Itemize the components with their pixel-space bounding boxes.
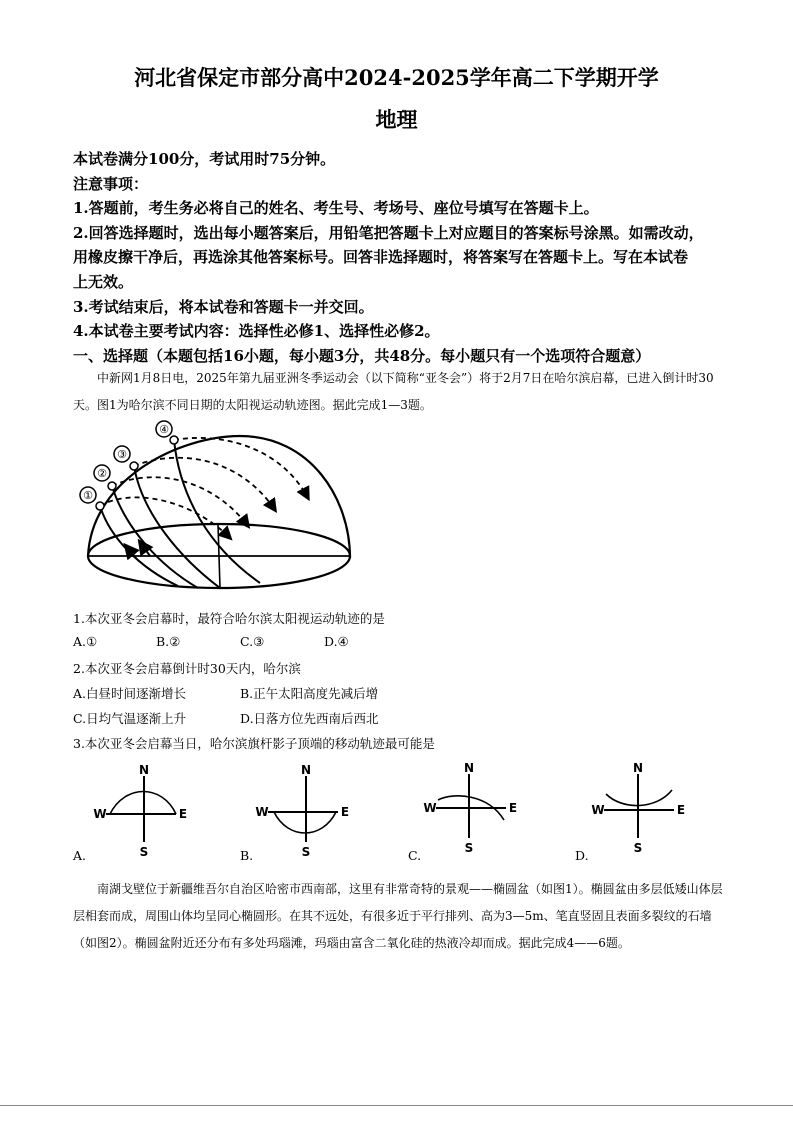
svg-text:S: S (139, 845, 149, 859)
q1-option-c[interactable]: C.③ (240, 634, 265, 649)
svg-text:S: S (301, 845, 311, 859)
svg-text:E: E (340, 805, 350, 819)
label-4: ④ (159, 423, 169, 436)
label-3: ③ (117, 448, 127, 461)
sun-path-3 (134, 466, 220, 588)
note-4: 4.本试卷主要考试内容：选择性必修1、选择性必修2。 (73, 322, 440, 340)
passage-2: 南湖戈壁位于新疆维吾尔自治区哈密市西南部，这里有非常奇特的景观——椭圆盆（如图1）。椭圆盆由多层低矮山体层层相套而成，周围山体均呈同心椭圆形。在其不远处，有很多近于平行排列、高为3—5m、笔直竖固且表面多裂纹的石墙（如图2）。椭圆盆附近还分布有多处玛瑙滩，玛瑙由富含二氧化硅的热液冷却而成。据此完成4——6题。 (73, 882, 723, 950)
svg-text:E: E (508, 801, 518, 815)
svg-text:N: N (138, 763, 150, 777)
svg-text:E: E (676, 803, 686, 817)
q3-figure-c (420, 758, 530, 858)
svg-text:N: N (632, 761, 644, 775)
svg-text:W: W (423, 801, 437, 815)
q3-figure-b (252, 762, 362, 862)
q3-figure-a (90, 762, 200, 862)
svg-text:W: W (93, 807, 107, 821)
q2-option-d[interactable]: D.日落方位先西南后西北 (240, 711, 379, 726)
q2-option-b[interactable]: B.正午太阳高度先减后增 (240, 686, 379, 701)
q2-option-c[interactable]: C.日均气温逐渐上升 (73, 711, 187, 726)
q3-figure-d (588, 758, 698, 858)
section-heading: 一、选择题（本题包括16小题，每小题3分，共48分。每小题只有一个选项符合题意） (73, 347, 651, 365)
notes-title: 注意事项： (73, 175, 149, 193)
note-2-line-2: 用橡皮擦干净后，再选涂其他答案标号。回答非选择题时，将答案写在答题卡上。写在本试卷 (73, 248, 689, 266)
passage-1: 中新网1月8日电，2025年第九届亚洲冬季运动会（以下简称“亚冬会”）将于2月7日在哈尔滨启幕，已进入倒计时30天。图1为哈尔滨不同日期的太阳视运动轨迹图。据此完成1—3题。 (73, 371, 714, 412)
sun-path-figure (70, 418, 360, 600)
label-1: ① (83, 489, 93, 502)
page-title: 河北省保定市部分高中2024-2025学年高二下学期开学 (134, 65, 659, 90)
sun-path-4 (174, 440, 260, 583)
note-3: 3.考试结束后，将本试卷和答题卡一并交回。 (73, 298, 374, 316)
q1-option-d[interactable]: D.④ (324, 634, 349, 649)
q3-option-a[interactable]: A. (73, 848, 87, 863)
note-2-line-3: 上无效。 (73, 273, 134, 291)
q3-option-b[interactable]: B. (240, 848, 254, 863)
q3-option-c[interactable]: C. (408, 848, 422, 863)
q1-option-a[interactable]: A.① (73, 634, 98, 649)
svg-text:S: S (464, 841, 474, 855)
svg-text:E: E (178, 807, 188, 821)
label-2: ② (97, 467, 107, 480)
svg-text:W: W (591, 803, 605, 817)
page-bottom-rule (0, 1105, 793, 1106)
subject-title: 地理 (375, 107, 418, 132)
q2-option-a[interactable]: A.白昼时间逐渐增长 (73, 686, 187, 701)
q1-option-b[interactable]: B.② (156, 634, 181, 649)
q3-stem: 3.本次亚冬会启幕当日，哈尔滨旗杆影子顶端的移动轨迹最可能是 (73, 736, 435, 751)
q3-option-d[interactable]: D. (575, 848, 589, 863)
svg-text:N: N (300, 763, 312, 777)
q1-stem: 1.本次亚冬会启幕时，最符合哈尔滨太阳视运动轨迹的是 (73, 611, 385, 626)
score-line: 本试卷满分100分，考试用时75分钟。 (73, 150, 336, 168)
svg-text:S: S (633, 841, 643, 855)
q2-stem: 2.本次亚冬会启幕倒计时30天内，哈尔滨 (73, 661, 301, 676)
note-1: 1.答题前，考生务必将自己的姓名、考生号、考场号、座位号填写在答题卡上。 (73, 199, 599, 217)
svg-text:W: W (255, 805, 269, 819)
note-2-line-1: 2.回答选择题时，选出每小题答案后，用铅笔把答题卡上对应题目的答案标号涂黑。如需改动， (73, 224, 704, 242)
svg-text:N: N (463, 761, 475, 775)
